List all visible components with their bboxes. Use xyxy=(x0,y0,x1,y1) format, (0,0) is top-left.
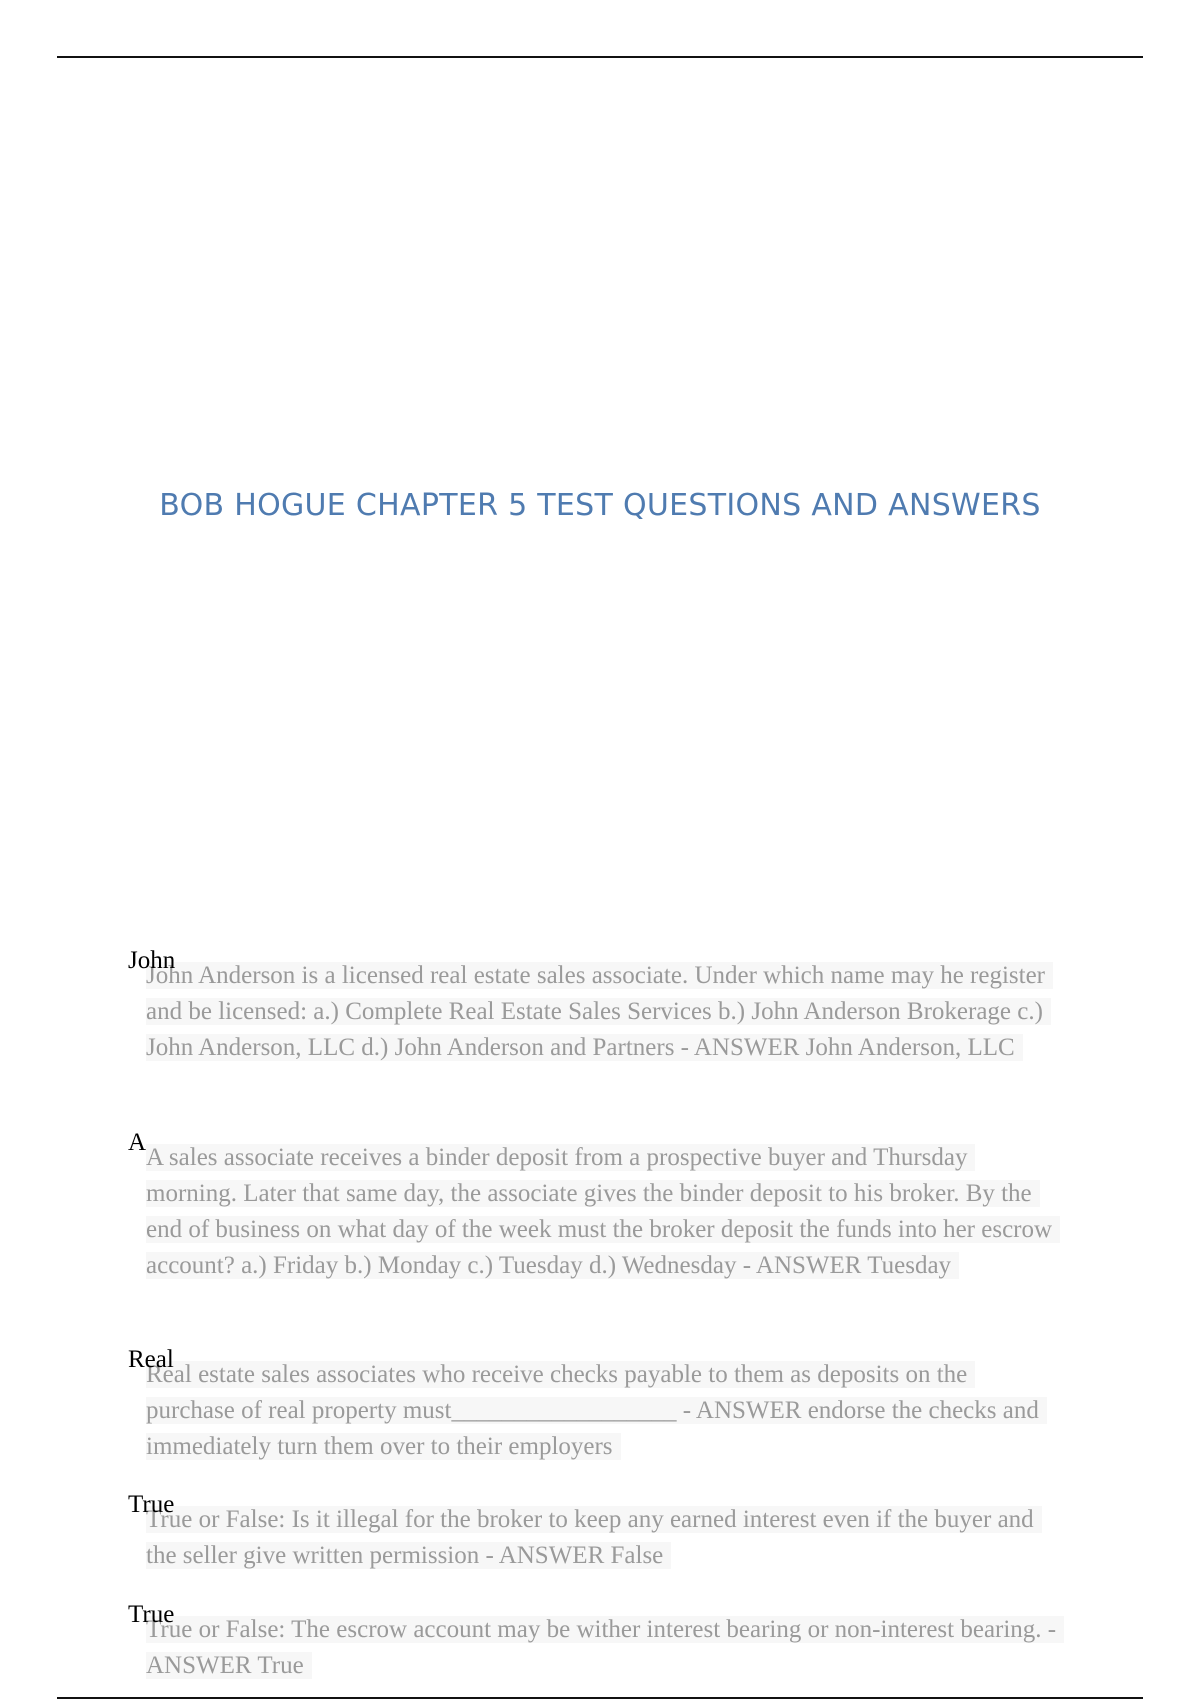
bottom-rule xyxy=(57,1697,1143,1699)
qa-item xyxy=(128,947,1058,1066)
answer-text: ANSWER False xyxy=(498,1542,664,1569)
qa-text xyxy=(146,1506,1042,1569)
question-text: A sales associate receives a binder deposit from a prospective buyer and Thursday morning. Later that same day, the associate gives the binder deposit to his broker. By the end of business on what day of the week must the broker deposit the funds into her escrow account? a.) Friday b.) Monday c.) Tuesday d.) Wednesday - xyxy=(146,1144,1053,1279)
qa-text xyxy=(146,962,1053,1061)
qa-item xyxy=(128,1601,1058,1684)
qa-lead-word: True xyxy=(128,1601,175,1628)
qa-lead-word: Real xyxy=(128,1346,174,1373)
answer-text: ANSWER True xyxy=(146,1652,304,1679)
answer-text: ANSWER John Anderson, LLC xyxy=(693,1034,1015,1061)
qa-item xyxy=(128,1129,1058,1284)
qa-lead-word: John xyxy=(128,947,176,974)
question-text: True or False: Is it illegal for the broker to keep any earned interest even if the buyer and the seller give written permission - xyxy=(146,1506,1034,1569)
qa-item xyxy=(128,1491,1058,1574)
qa-item xyxy=(128,1346,1058,1465)
document-title: BOB HOGUE CHAPTER 5 TEST QUESTIONS AND ANSWERS xyxy=(159,488,1041,523)
answer-text: ANSWER endorse the checks and immediately turn them over to their employers xyxy=(146,1397,1039,1460)
qa-text xyxy=(146,1616,1064,1679)
answer-text: ANSWER Tuesday xyxy=(755,1252,952,1279)
question-text: John Anderson is a licensed real estate sales associate. Under which name may he register and be licensed: a.) Complete Real Estate Sales Services b.) John Anderson Brokerage c.) John Anderson, LLC d.) John Anderson and Partners - xyxy=(146,962,1045,1061)
qa-lead-word: A xyxy=(128,1129,147,1156)
qa-lead-word: True xyxy=(128,1491,175,1518)
top-rule xyxy=(57,56,1143,58)
qa-text xyxy=(146,1144,1060,1279)
question-text: Real estate sales associates who receive checks payable to them as deposits on the purchase of real property must__________________ - xyxy=(146,1361,968,1424)
qa-text xyxy=(146,1361,1047,1460)
question-text: True or False: The escrow account may be wither interest bearing or non-interest bearing. - xyxy=(146,1616,1057,1643)
